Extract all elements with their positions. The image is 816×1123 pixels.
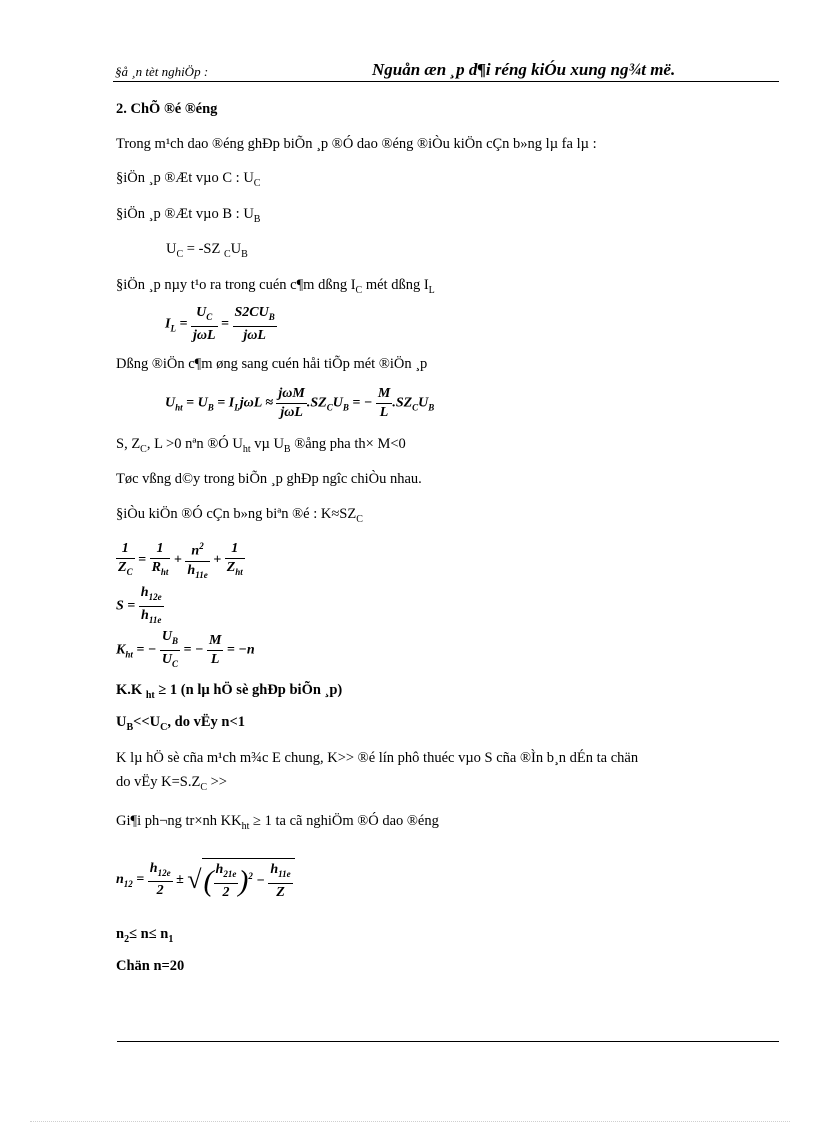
ub-less-text: $U_B<<U_C$, do vËy n<1 xyxy=(116,714,245,733)
uht-equation: $U_{ht} = U_B = I_Lj\omega L$ ≈ $\frac{\text{jωM}}{\text{jωL}}$ $.SZ_CU_B$ = − $\frac{M}{L}$ $.SZ_CU_B$ xyxy=(165,386,435,420)
header-left: §å ¸n tèt nghiÖp : xyxy=(115,64,209,79)
k-coefficient-line2: do vËy $K=S.Z_C$ >> xyxy=(116,774,227,793)
k-coefficient-line1: K lµ hÖ sè cña m¹ch m¾c E chung, K>> ®é lín phô thuéc vµo S cña ®Ìn b¸n dÉn ta chän xyxy=(116,750,639,766)
choose-n: Chän n=20 xyxy=(116,958,185,974)
il-equation: $I_L$ = $\frac{U_C}{\text{jωL}}$ = $\frac{S2CU_B}{\text{jωL}}$ xyxy=(165,305,275,343)
transfer-text: Dßng ®iÖn c¶m øng sang cuén håi tiÕp mét ®iÖn ¸p xyxy=(116,356,428,372)
header-rule xyxy=(113,81,779,82)
solve-text: Gi¶i ph¬ng tr×nh $KK_{ht} \ge 1$ ta cã nghiÖm ®Ó dao ®éng xyxy=(116,813,439,832)
kkht-text: K.K $_{ht}$ ≥ 1 (n lµ hÖ sè ghÐp biÕn ¸p) xyxy=(116,682,343,701)
n12-equation: $n_{12}$ = $\frac{h_{12e}}{2}$ ± √( $\frac{h_{21e}}{2}$ )$^2$ − $\frac{h_{11e}}{Z}$ xyxy=(116,858,295,902)
uc-equation: $U_C = -SZ$ $_CU_B$ xyxy=(166,241,248,260)
page-edge-dots xyxy=(30,1121,790,1122)
intro-text: Trong m¹ch dao ®éng ghÐp biÕn ¸p ®Ó dao ®éng ®iÒu kiÖn cÇn b»ng lµ fa lµ : xyxy=(116,136,597,152)
k-equation: $K_{ht}$ = − $\frac{U_B}{U_C}$ = − $\frac{M}{L}$ = −n xyxy=(116,629,255,669)
s-equation: S = $\frac{h_{12e}}{h_{11e}}$ xyxy=(116,585,162,625)
winding-text: Tøc vßng d©y trong biÕn ¸p ghÐp ngîc chiÒu nhau. xyxy=(116,471,422,487)
section-heading: 2. ChÕ ®é ®éng xyxy=(116,101,218,117)
n-range: $n_2\le n\le n_1$ xyxy=(116,926,174,945)
zc-equation: $\frac{1}{Z_C}$ = $\frac{1}{R_{ht}}$ + $\frac{n^2}{h_{11e}}$ + $\frac{1}{Z_{ht}}$ xyxy=(116,537,245,583)
header-title: Nguån æn ¸p d¶i réng kiÓu xung ng¾t më. xyxy=(372,60,676,79)
condition-text: S, $Z_C$, L >0 nªn ®Ó $U_{ht}$ vµ $U_B$ ®ång pha th× M<0 xyxy=(116,436,406,455)
uc-definition: §iÖn ¸p ®Æt vµo C : $U_C$ xyxy=(116,170,261,189)
current-text: §iÖn ¸p nµy t¹o ra trong cuén c¶m dßng $I_C$ mét dßng $I_L$ xyxy=(116,277,435,296)
amplitude-condition: §iÒu kiÖn ®Ó cÇn b»ng biªn ®é : $K\approx SZ_C$ xyxy=(116,506,363,525)
ub-definition: §iÖn ¸p ®Æt vµo B : $U_B$ xyxy=(116,206,261,225)
footer-rule xyxy=(117,1041,779,1042)
